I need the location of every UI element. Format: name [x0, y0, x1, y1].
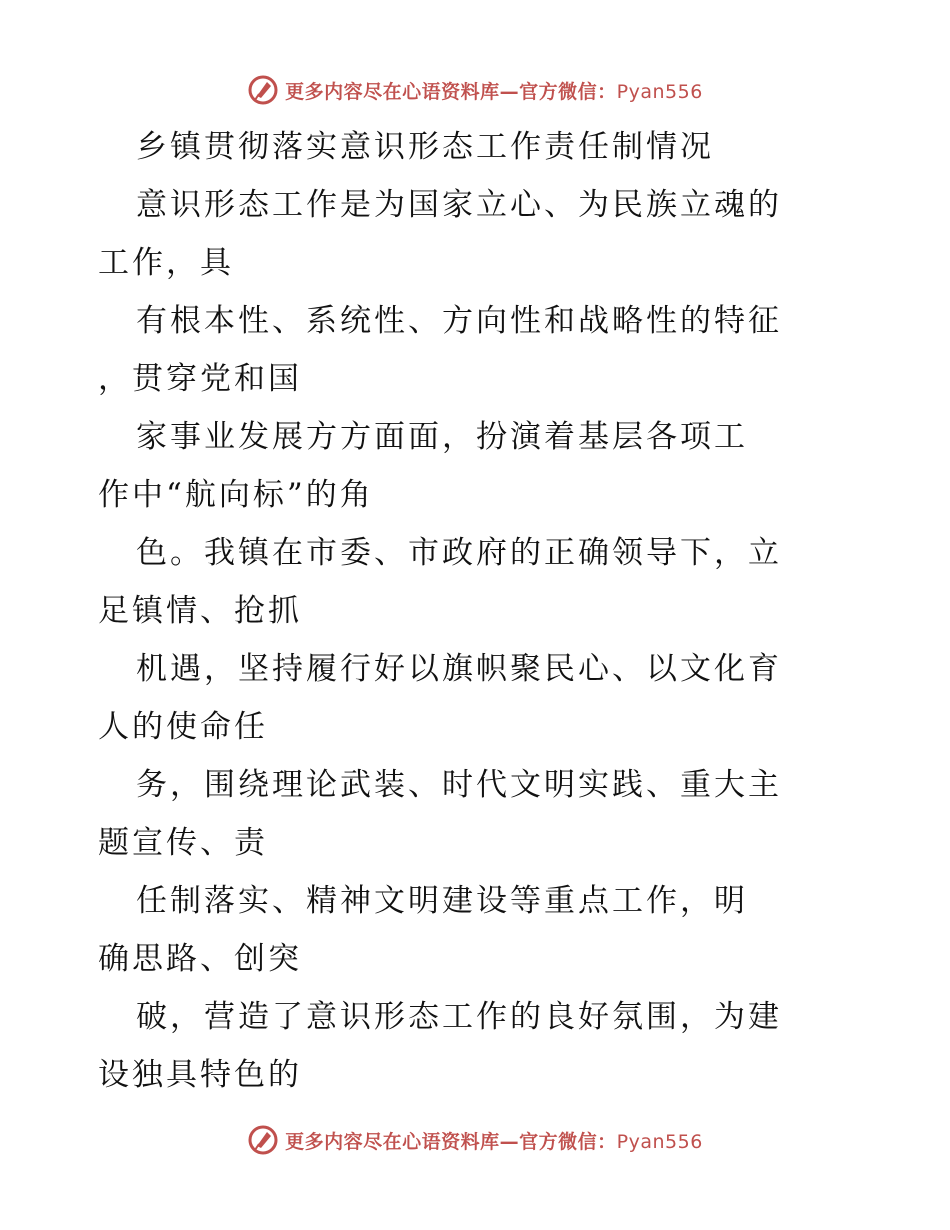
footer-watermark — [0, 1120, 950, 1160]
paragraph-line-continued: ，贯穿党和国 — [98, 361, 302, 397]
watermark-text: 更多内容尽在心语资料库—官方微信：Pyan556 — [285, 80, 703, 103]
paragraph-line-continued: 设独具特色的 — [98, 1057, 302, 1093]
paragraph-line-continued: 足镇情、抢抓 — [98, 593, 302, 629]
paragraph-line: 务，围绕理论武装、时代文明实践、重大主 — [136, 767, 782, 803]
paragraph-line-continued: 作中“航向标”的角 — [98, 477, 374, 513]
watermark-text: 更多内容尽在心语资料库—官方微信：Pyan556 — [285, 1130, 703, 1153]
paragraph-line: 破，营造了意识形态工作的良好氛围，为建 — [136, 999, 782, 1035]
paragraph-line: 家事业发展方方面面，扮演着基层各项工 — [136, 419, 748, 455]
paragraph-line: 有根本性、系统性、方向性和战略性的特征 — [136, 303, 782, 339]
pen-nib-circle-icon — [247, 1124, 279, 1156]
paragraph-line-continued: 确思路、创突 — [98, 941, 302, 977]
paragraph-line: 意识形态工作是为国家立心、为民族立魂的 — [136, 187, 782, 223]
document-body — [98, 118, 858, 1104]
pen-nib-circle-icon — [247, 74, 279, 106]
paragraph-line: 机遇，坚持履行好以旗帜聚民心、以文化育 — [136, 651, 782, 687]
paragraph-line-continued: 人的使命任 — [98, 709, 268, 745]
header-watermark — [0, 70, 950, 110]
paragraph-line-continued: 工作，具 — [98, 245, 234, 281]
paragraph-line: 任制落实、精神文明建设等重点工作，明 — [136, 883, 748, 919]
paragraph-line: 色。我镇在市委、市政府的正确领导下，立 — [136, 535, 782, 571]
paragraph-line: 乡镇贯彻落实意识形态工作责任制情况 — [136, 129, 714, 165]
paragraph-line-continued: 题宣传、责 — [98, 825, 268, 861]
